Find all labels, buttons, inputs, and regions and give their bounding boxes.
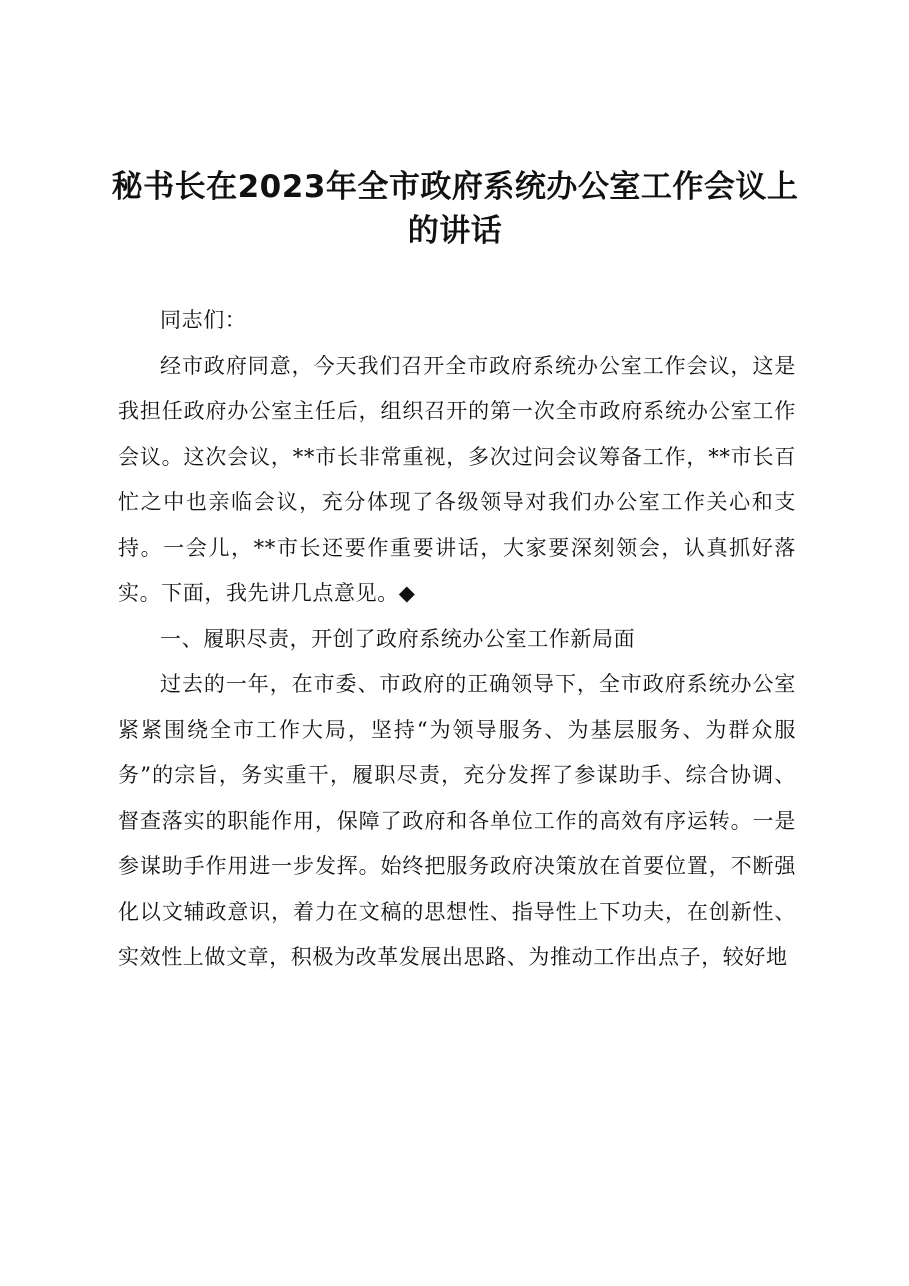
section-heading-1: 一、履职尽责，开创了政府系统办公室工作新局面 [160, 626, 636, 651]
salutation: 同志们： [160, 308, 247, 332]
paragraph-intro: 经市政府同意，今天我们召开全市政府系统办公室工作会议，这是我担任政府办公室主任后，组织召开的第一次全市政府系统办公室工作会议。这次会议，**市长非常重视，多次过问会议筹备工作，**市长百忙之中也亲临会议，充分体现了各级领导对我们办公室工作关心和支持。一会儿，**市长还要作重要讲话，大家要深刻领会，认真抓好落实。下面，我先讲几点意见。◆ [118, 353, 796, 605]
document-body [118, 298, 796, 981]
paragraph-review: 过去的一年，在市委、市政府的正确领导下，全市政府系统办公室紧紧围绕全市工作大局，坚持“为领导服务、为基层服务、为群众服务”的宗旨，务实重干，履职尽责，充分发挥了参谋助手、综合协调、督查落实的职能作用，保障了政府和各单位工作的高效有序运转。一是参谋助手作用进一步发挥。始终把服务政府决策放在首要位置，不断强化以文辅政意识，着力在文稿的思想性、指导性上下功夫，在创新性、实效性上做文章，积极为改革发展出思路、为推动工作出点子，较好地 [118, 672, 796, 969]
document-title: 秘书长在2023年全市政府系统办公室工作会议上的讲话 [111, 169, 799, 249]
